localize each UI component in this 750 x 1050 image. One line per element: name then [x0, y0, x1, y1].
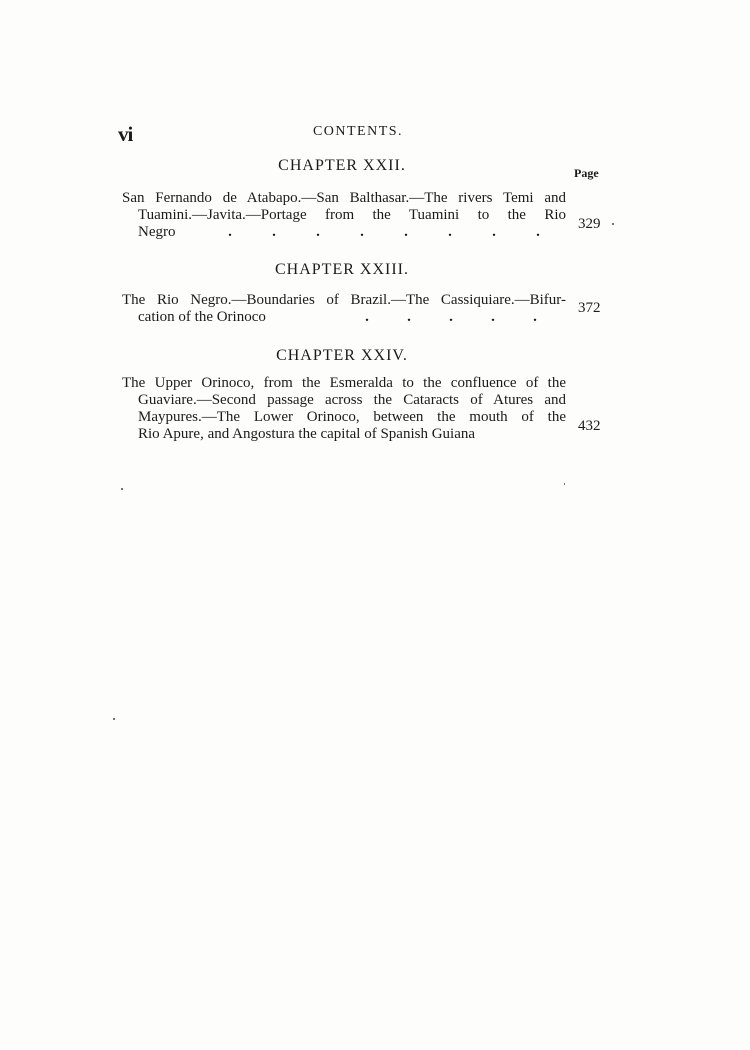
leader-dot: .	[448, 224, 452, 240]
page-folio: vi	[118, 122, 133, 146]
leader-dot: .	[491, 309, 495, 325]
summary-line: San Fernando de Atabapo.—San Balthasar.—The rivers Temi and	[122, 190, 566, 206]
summary-line: Maypures.—The Lower Orinoco, between the mouth of the	[138, 409, 566, 425]
summary-line-with-leaders	[122, 224, 566, 241]
leader-dot: .	[533, 309, 537, 325]
scan-speck	[612, 223, 614, 225]
dot-leaders	[346, 309, 556, 326]
running-head	[118, 122, 598, 146]
scan-speck	[113, 718, 115, 720]
leader-dot: .	[228, 224, 232, 240]
summary-line-with-leaders	[122, 309, 566, 326]
summary-line: Tuamini.—Javita.—Portage from the Tuamini to the Rio	[138, 207, 566, 223]
chapter-summary	[122, 190, 566, 241]
leader-dot: .	[316, 224, 320, 240]
summary-line: The Rio Negro.—Boundaries of Brazil.—The Cassiquiare.—Bifur-	[122, 292, 566, 308]
chapter-heading: CHAPTER XXII.	[278, 157, 406, 174]
leader-dot: .	[536, 224, 540, 240]
leader-dot: .	[404, 224, 408, 240]
chapter-heading: CHAPTER XXIII.	[275, 261, 409, 278]
chapter-summary	[122, 375, 566, 443]
show-through-area	[160, 780, 580, 960]
leader-dot: .	[492, 224, 496, 240]
page-number: 432	[578, 418, 601, 434]
leader-dot: .	[360, 224, 364, 240]
scan-speck	[121, 488, 123, 490]
summary-line-text: cation of the Orinoco	[138, 309, 266, 325]
summary-line-text: Negro	[138, 224, 176, 240]
page-number: 372	[578, 300, 601, 316]
scan-speck	[564, 483, 565, 485]
dot-leaders	[208, 224, 560, 241]
leader-dot: .	[365, 309, 369, 325]
chapter-heading: CHAPTER XXIV.	[276, 347, 408, 364]
chapter-summary	[122, 292, 566, 326]
summary-line: Rio Apure, and Angostura the capital of Spanish Guiana	[138, 426, 476, 442]
summary-line: The Upper Orinoco, from the Esmeralda to the confluence of the	[122, 375, 566, 391]
leader-dot: .	[449, 309, 453, 325]
page-column-label: Page	[574, 166, 599, 180]
running-head-title: CONTENTS.	[312, 124, 404, 139]
leader-dot: .	[272, 224, 276, 240]
page-number: 329	[578, 216, 601, 232]
leader-dot: .	[407, 309, 411, 325]
summary-line: Guaviare.—Second passage across the Cataracts of Atures and	[138, 392, 566, 408]
